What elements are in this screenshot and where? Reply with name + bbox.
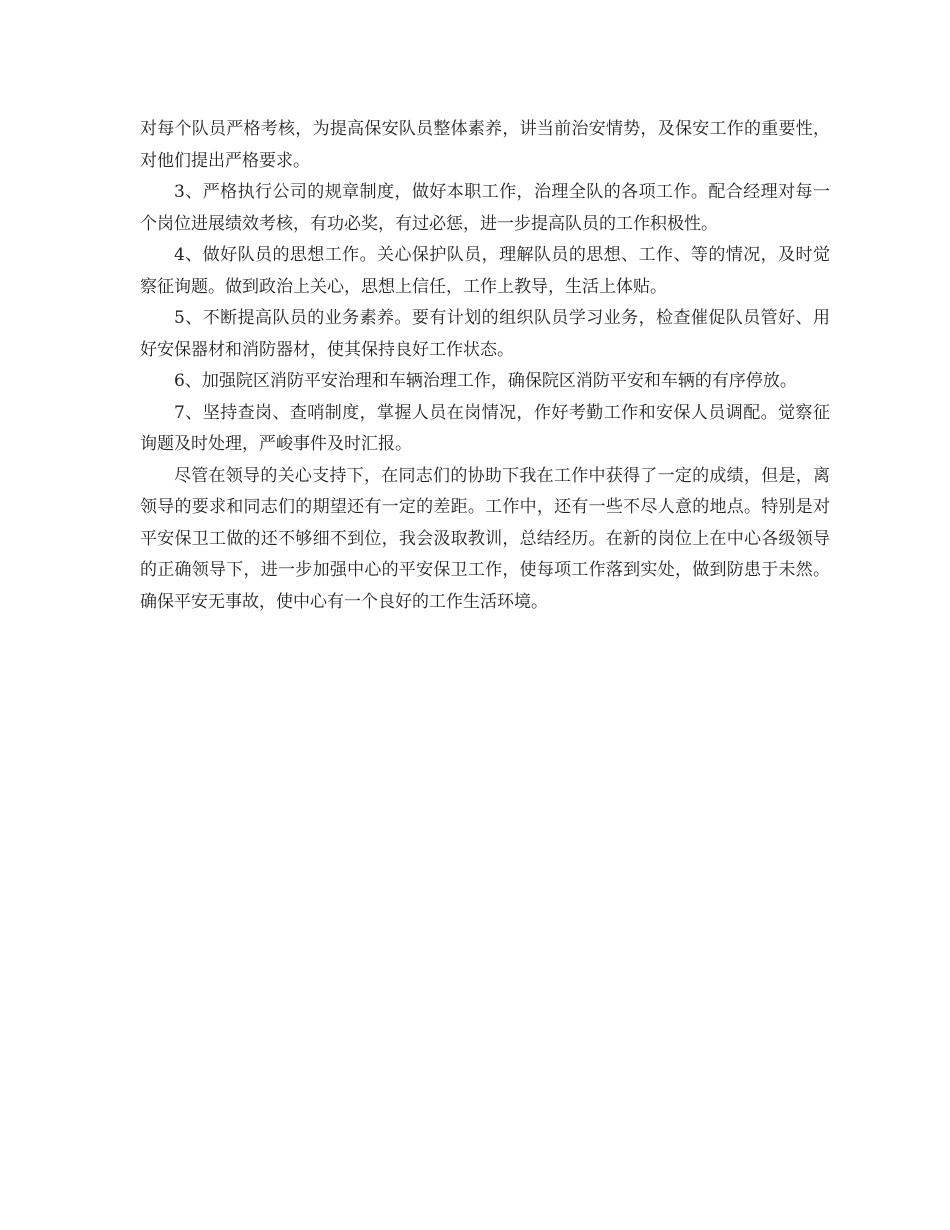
paragraph-item-7: 7、坚持查岗、查哨制度，掌握人员在岗情况，作好考勤工作和安保人员调配。觉察征询题及时处理，严峻事件及时汇报。 <box>140 402 830 454</box>
document-body <box>140 114 830 618</box>
paragraph-continuation: 对每个队员严格考核，为提高保安队员整体素养，讲当前治安情势，及保安工作的重要性，对他们提出严格要求。 <box>140 119 830 171</box>
paragraph-item-6: 6、加强院区消防平安治理和车辆治理工作，确保院区消防平安和车辆的有序停放。 <box>174 371 797 391</box>
paragraph-item-4: 4、做好队员的思想工作。关心保护队员，理解队员的思想、工作、等的情况，及时觉察征询题。做到政治上关心，思想上信任，工作上教导，生活上体贴。 <box>140 245 830 297</box>
paragraph-item-5: 5、不断提高队员的业务素养。要有计划的组织队员学习业务，检查催促队员管好、用好安保器材和消防器材，使其保持良好工作状态。 <box>140 308 830 360</box>
paragraph-item-3: 3、严格执行公司的规章制度，做好本职工作，治理全队的各项工作。配合经理对每一个岗位进展绩效考核，有功必奖，有过必惩，进一步提高队员的工作积极性。 <box>140 182 830 234</box>
paragraph-conclusion: 尽管在领导的关心支持下，在同志们的协助下我在工作中获得了一定的成绩，但是，离领导的要求和同志们的期望还有一定的差距。工作中，还有一些不尽人意的地点。特别是对平安保卫工做的还不够细不到位，我会汲取教训，总结经历。在新的岗位上在中心各级领导的正确领导下，进一步加强中心的平安保卫工作，使每项工作落到实处，做到防患于未然。确保平安无事故，使中心有一个良好的工作生活环境。 <box>140 465 830 612</box>
